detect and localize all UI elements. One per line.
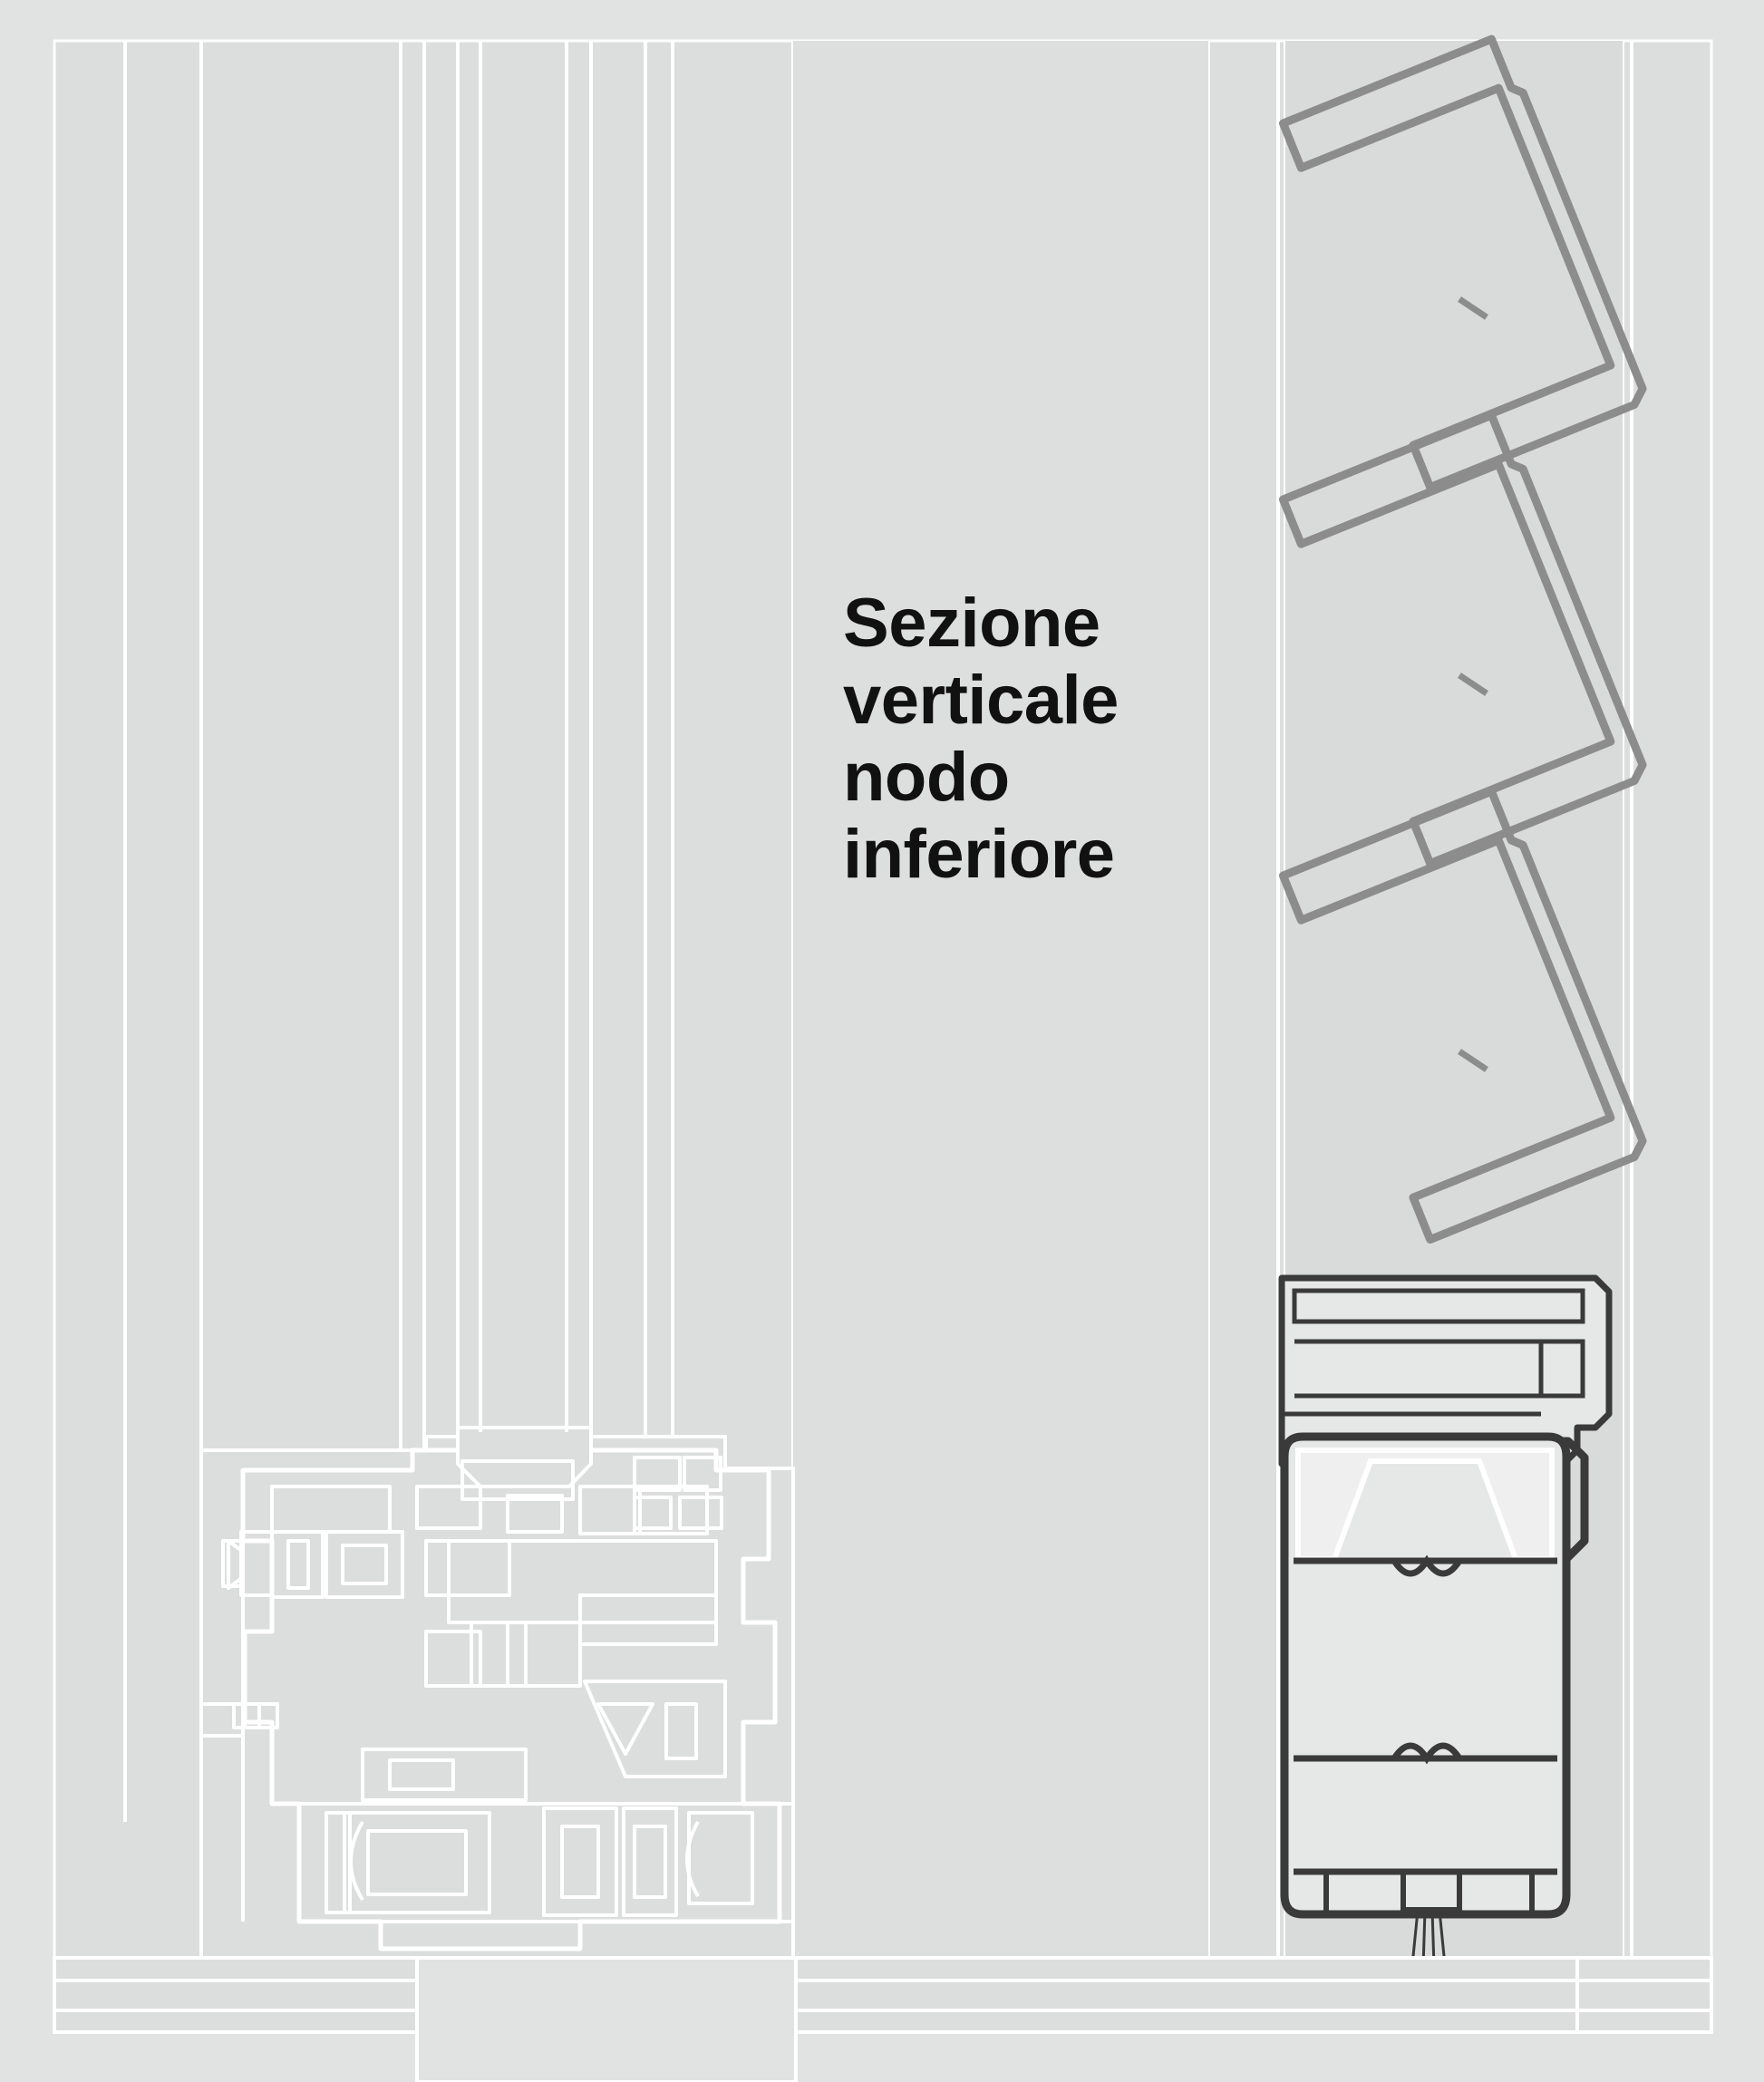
shutter-box-section [1284, 1437, 1566, 1914]
window-frame-profile [201, 1428, 793, 1958]
figure-caption: Sezione verticale nodo inferiore [843, 585, 1119, 894]
